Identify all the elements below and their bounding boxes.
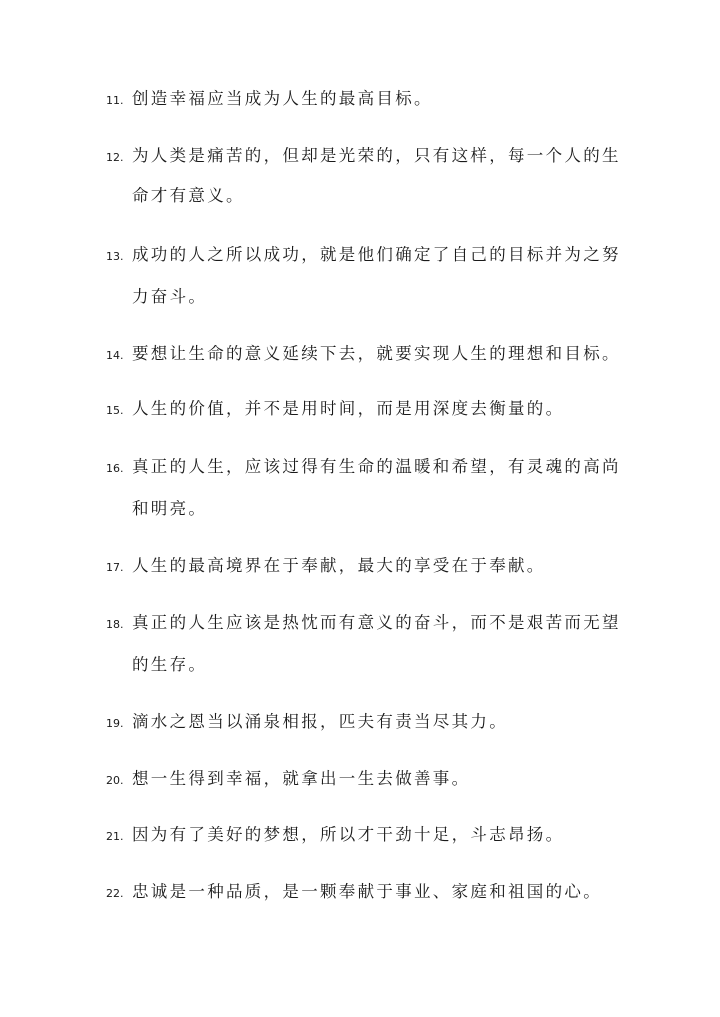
item-number: 22. (106, 887, 124, 900)
item-text-line: 力奋斗。 (132, 287, 208, 306)
item-text-line: 为人类是痛苦的，但却是光荣的，只有这样，每一个人的生 (132, 146, 621, 165)
item-text-line: 要想让生命的意义延续下去，就要实现人生的理想和目标。 (132, 344, 621, 363)
item-text-line: 想一生得到幸福，就拿出一生去做善事。 (132, 769, 471, 788)
item-number: 11. (106, 94, 124, 107)
item-text-line: 滴水之恩当以涌泉相报，匹夫有责当尽其力。 (132, 712, 508, 731)
item-text-line: 忠诚是一种品质，是一颗奉献于事业、家庭和祖国的心。 (132, 882, 602, 901)
item-text-line: 创造幸福应当成为人生的最高目标。 (132, 89, 433, 108)
item-text-line: 成功的人之所以成功，就是他们确定了自己的目标并为之努 (132, 245, 621, 264)
item-text-line: 的生存。 (132, 655, 208, 674)
item-number: 13. (106, 250, 124, 263)
item-number: 16. (106, 462, 124, 475)
item-number: 14. (106, 349, 124, 362)
item-text-line: 人生的价值，并不是用时间，而是用深度去衡量的。 (132, 399, 565, 418)
item-text-line: 真正的人生，应该过得有生命的温暖和希望，有灵魂的高尚 (132, 457, 621, 476)
item-text-line: 人生的最高境界在于奉献，最大的享受在于奉献。 (132, 556, 546, 575)
item-number: 15. (106, 404, 124, 417)
item-number: 18. (106, 618, 124, 631)
item-text-line: 因为有了美好的梦想，所以才干劲十足，斗志昂扬。 (132, 825, 565, 844)
item-number: 21. (106, 830, 124, 843)
item-number: 19. (106, 717, 124, 730)
item-text-line: 和明亮。 (132, 499, 208, 518)
item-text-line: 命才有意义。 (132, 186, 245, 205)
item-text-line: 真正的人生应该是热忱而有意义的奋斗，而不是艰苦而无望 (132, 613, 621, 632)
item-number: 12. (106, 151, 124, 164)
item-number: 20. (106, 774, 124, 787)
item-number: 17. (106, 561, 124, 574)
